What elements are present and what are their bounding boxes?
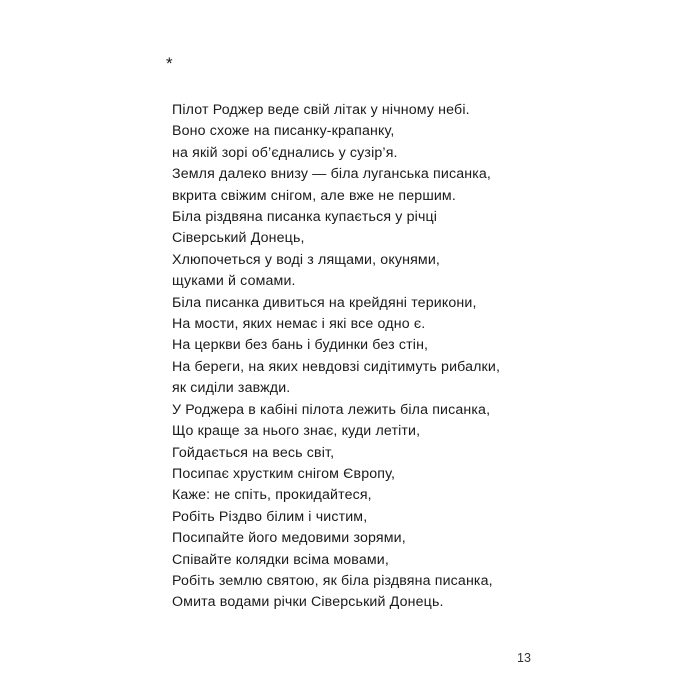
poem-line: Сіверський Донець,: [172, 230, 305, 247]
poem-line: Воно схоже на писанку-крапанку,: [172, 123, 395, 140]
poem-line: Посипайте його медовими зорями,: [172, 530, 406, 547]
poem-line: Пілот Роджер веде свій літак у нічному небі.: [172, 102, 470, 118]
poem-line: як сиділи завжди.: [172, 380, 291, 397]
poem-line: Робіть Різдво білим і чистим,: [172, 508, 368, 525]
poem-line: Робіть землю святою, як біла різдвяна писанка,: [172, 572, 493, 589]
poem-line: Біла писанка дивиться на крейдяні терикони,: [172, 294, 477, 311]
poem-line: На береги, на яких невдовзі сидітимуть рибалки,: [172, 358, 501, 375]
poem-line: щуками й сомами.: [172, 273, 296, 290]
poem-line: Біла різдвяна писанка купається у річці: [172, 209, 438, 226]
poem-line: На мости, яких немає і які все одно є.: [172, 316, 426, 333]
poem-line: Земля далеко внизу — біла луганська писанка,: [172, 166, 492, 183]
poem-line: вкрита свіжим снігом, але вже не першим.: [172, 187, 456, 204]
poem-line: Омита водами річки Сіверський Донець.: [172, 594, 444, 611]
poem-line: Посипає хрустким снігом Європу,: [172, 465, 396, 482]
section-marker: *: [166, 54, 173, 73]
poem-line: Співайте колядки всіма мовами,: [172, 551, 389, 568]
poem-line: Що краще за нього знає, куди летіти,: [172, 423, 421, 440]
poem-line: на якій зорі об’єднались у сузір’я.: [172, 144, 398, 161]
poem-line: Каже: не спіть, прокидайтеся,: [172, 487, 372, 504]
page-number: 13: [517, 651, 531, 665]
poem-line: Хлюпочеться у воді з лящами, окунями,: [172, 251, 440, 268]
poem-text: [172, 100, 500, 614]
poem-line: На церкви без бань і будинки без стін,: [172, 337, 429, 354]
poem-line: У Роджера в кабіні пілота лежить біла писанка,: [172, 401, 491, 418]
poem-line: Гойдається на весь світ,: [172, 444, 335, 461]
